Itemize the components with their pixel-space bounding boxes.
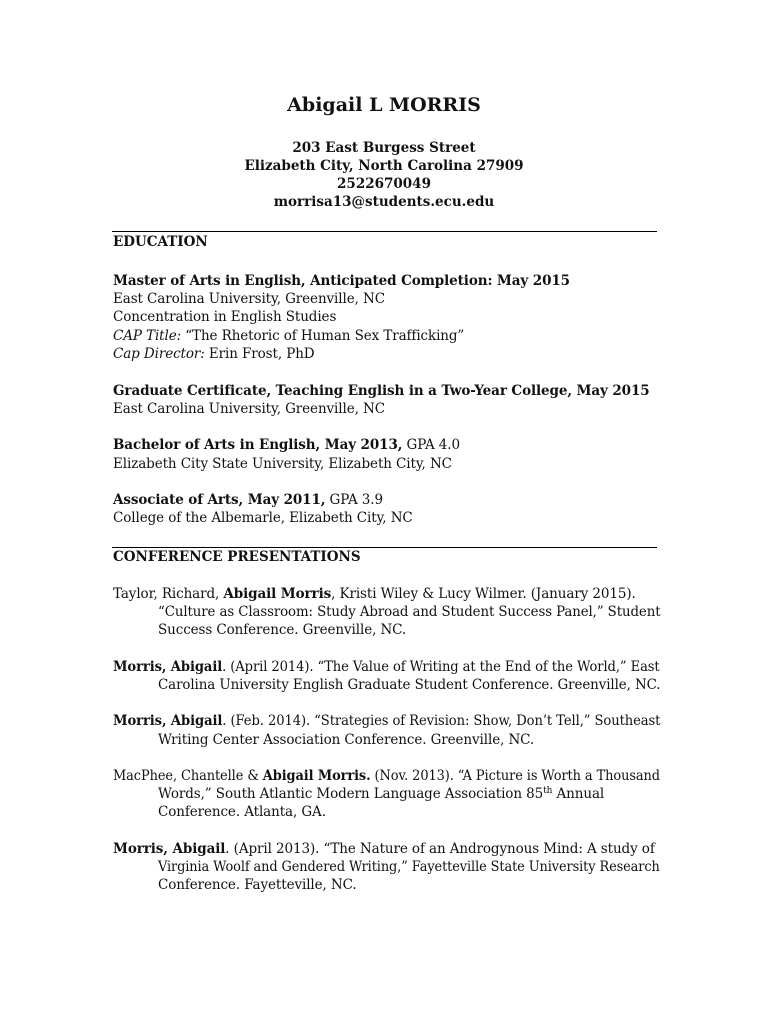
degree-gpa: GPA 3.9 [325,492,383,508]
presentation-line: Writing Center Association Conference. Greenville, NC. [158,732,535,748]
ordinal-suffix: th [543,786,553,796]
presentation-text: . (April 2013). “The Nature of an Androgynous Mind: A study of [225,841,655,857]
degree-school: East Carolina University, Greenville, NC [113,291,385,307]
presentation-text: Words,” South Atlantic Modern Language Association 85 [158,786,544,802]
email-address: morrisa13@students.ecu.edu [273,194,495,210]
street-address: 203 East Burgess Street [292,140,476,156]
presentation-line: Conference. Atlanta, GA. [158,804,326,820]
cap-director-label: Cap Director: [113,346,205,362]
author-highlight: Abigail Morris. [262,768,371,784]
degree-gpa: GPA 4.0 [402,437,460,453]
phone-number: 2522670049 [337,176,431,192]
cap-title-line [113,327,464,345]
author-highlight: Morris, Abigail [113,713,223,729]
cap-director-value: Erin Frost, PhD [204,346,315,362]
author-highlight: Abigail Morris [223,586,332,602]
presentation-line [113,840,655,858]
degree-concentration: Concentration in English Studies [113,309,337,325]
authors-text: Taylor, Richard, [113,586,224,602]
presentation-line [113,767,660,785]
degree-school: Elizabeth City State University, Elizabeth City, NC [113,456,452,472]
presentation-text: Annual [552,786,605,802]
presentation-line: “Culture as Classroom: Study Abroad and Student Success Panel,” Student [158,604,661,620]
section-divider [112,231,657,232]
presentation-text: . (April 2014). “The Value of Writing at the End of the World,” East [222,659,660,675]
degree-school: College of the Albemarle, Elizabeth City, NC [113,510,413,526]
presentation-line: Virginia Woolf and Gendered Writing,” Fayetteville State University Research [158,859,660,875]
degree-line [113,491,383,509]
author-highlight: Morris, Abigail [113,841,226,857]
presentation-text: . (Feb. 2014). “Strategies of Revision: Show, Don’t Tell,” Southeast [222,713,661,729]
presentation-line: Conference. Fayetteville, NC. [158,877,357,893]
cap-title-value: “The Rhetoric of Human Sex Trafficking” [181,328,465,344]
section-heading-conferences: CONFERENCE PRESENTATIONS [113,549,361,565]
resume-name: Abigail L MORRIS [287,94,481,116]
authors-date-text: , Kristi Wiley & Lucy Wilmer. (January 2015). [331,586,636,602]
presentation-line: Carolina University English Graduate Student Conference. Greenville, NC. [158,677,661,693]
city-state-zip: Elizabeth City, North Carolina 27909 [244,158,524,174]
degree-title: Graduate Certificate, Teaching English in a Two-Year College, May 2015 [113,383,650,399]
presentation-line [113,585,636,603]
section-heading-education: EDUCATION [113,234,208,250]
presentation-line [113,658,660,676]
degree-title: Associate of Arts, May 2011, [113,492,326,508]
degree-school: East Carolina University, Greenville, NC [113,401,385,417]
presentation-text: (Nov. 2013). “A Picture is Worth a Thousand [370,768,660,784]
degree-title: Master of Arts in English, Anticipated Completion: May 2015 [113,273,570,289]
presentation-line: Success Conference. Greenville, NC. [158,622,407,638]
degree-title: Bachelor of Arts in English, May 2013, [113,437,403,453]
author-highlight: Morris, Abigail [113,659,223,675]
cap-director-line [113,345,315,363]
degree-line [113,436,460,454]
presentation-line [158,785,604,803]
presentation-line [113,712,660,730]
authors-text: MacPhee, Chantelle & [113,768,263,784]
cap-title-label: CAP Title: [113,328,182,344]
